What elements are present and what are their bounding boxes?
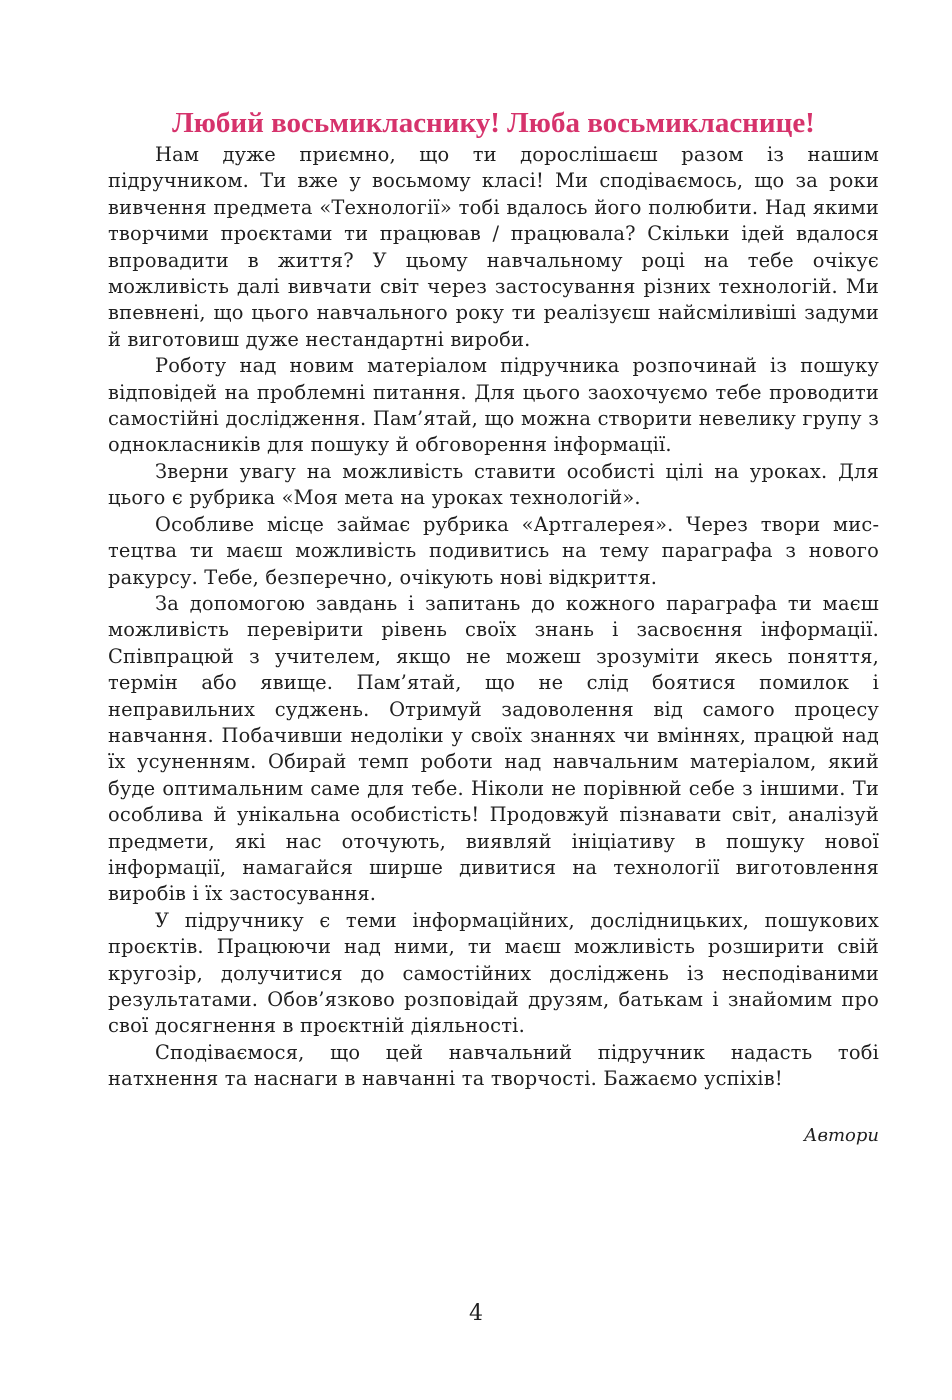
body-text (108, 142, 879, 1093)
page-number: 4 (469, 1301, 483, 1326)
paragraph-4: Особливе місце займає рубрика «Артгалерея». Через твори мистецтва ти маєш можливість подивитись на тему параграфа з нового ракурсу. Тебе, безперечно, очікують нові відкриття. (108, 512, 879, 589)
page-title: Любий восьмикласнику! Люба восьмикласнице! (172, 107, 815, 139)
authors-signature: Автори (803, 1125, 879, 1146)
paragraph-5: За допомогою завдань і запитань до кожного параграфа ти маєш можливість перевірити рівень своїх знань і засвоєння інформації. Співпрацюй з учителем, якщо не можеш зрозуміти якесь поняття, термін або явище. Пам’ятай, що не слід боятися помилок і неправильних суджень. Отримуй задоволення від самого процесу навчання. Побачивши недоліки у своїх знаннях чи вміннях, працюй над їх усуненням. Обирай темп роботи над навчальним матеріалом, який буде оптимальним саме для тебе. Ніколи не порівнюй себе з іншими. Ти особлива й унікальна особистість! Продовжуй пізнавати світ, аналізуй предмети, які нас оточують, виявляй ініціативу в пошуку нової інформації, намагайся ширше дивитися на технології виготовлення виробів і їх застосування. (108, 591, 879, 906)
paragraph-1: Нам дуже приємно, що ти дорослішаєш разом із нашим підручником. Ти вже у восьмому класі! Ми сподіваємось, що за роки вивчення предмета «Технології» тобі вдалось його полюбити. Над якими творчими проєктами ти працював / працювала? Скільки ідей вдалося впровадити в життя? У цьому навчальному році на тебе очікує можливість далі вивчати світ через застосування різних технологій. Ми впевнені, що цього навчального року ти реалізуєш найсміливіші задуми й виготовиш дуже нестандартні вироби. (108, 143, 879, 351)
paragraph-2: Роботу над новим матеріалом підручника розпочинай із пошуку відповідей на проблемні питання. Для цього заохочуємо тебе проводити самостійні дослідження. Пам’ятай, що можна створити невелику групу з однокласників для пошуку й обговорення інформації. (108, 354, 879, 457)
paragraph-6: У підручнику є теми інформаційних, дослідницьких, пошукових проєктів. Працюючи над ними, ти маєш можливість розширити свій кругозір, долучитися до самостійних досліджень із несподіваними результатами. Обов’язково розповідай друзям, батькам і знайомим про свої досягнення в проєктній діяльності. (108, 908, 879, 1038)
paragraph-3: Зверни увагу на можливість ставити особисті цілі на уроках. Для цього є рубрика «Моя мета на уроках технологій». (108, 459, 879, 510)
paragraph-7: Сподіваємося, що цей навчальний підручник надасть тобі натхнення та наснаги в навчанні та творчості. Бажаємо успіхів! (108, 1040, 879, 1091)
